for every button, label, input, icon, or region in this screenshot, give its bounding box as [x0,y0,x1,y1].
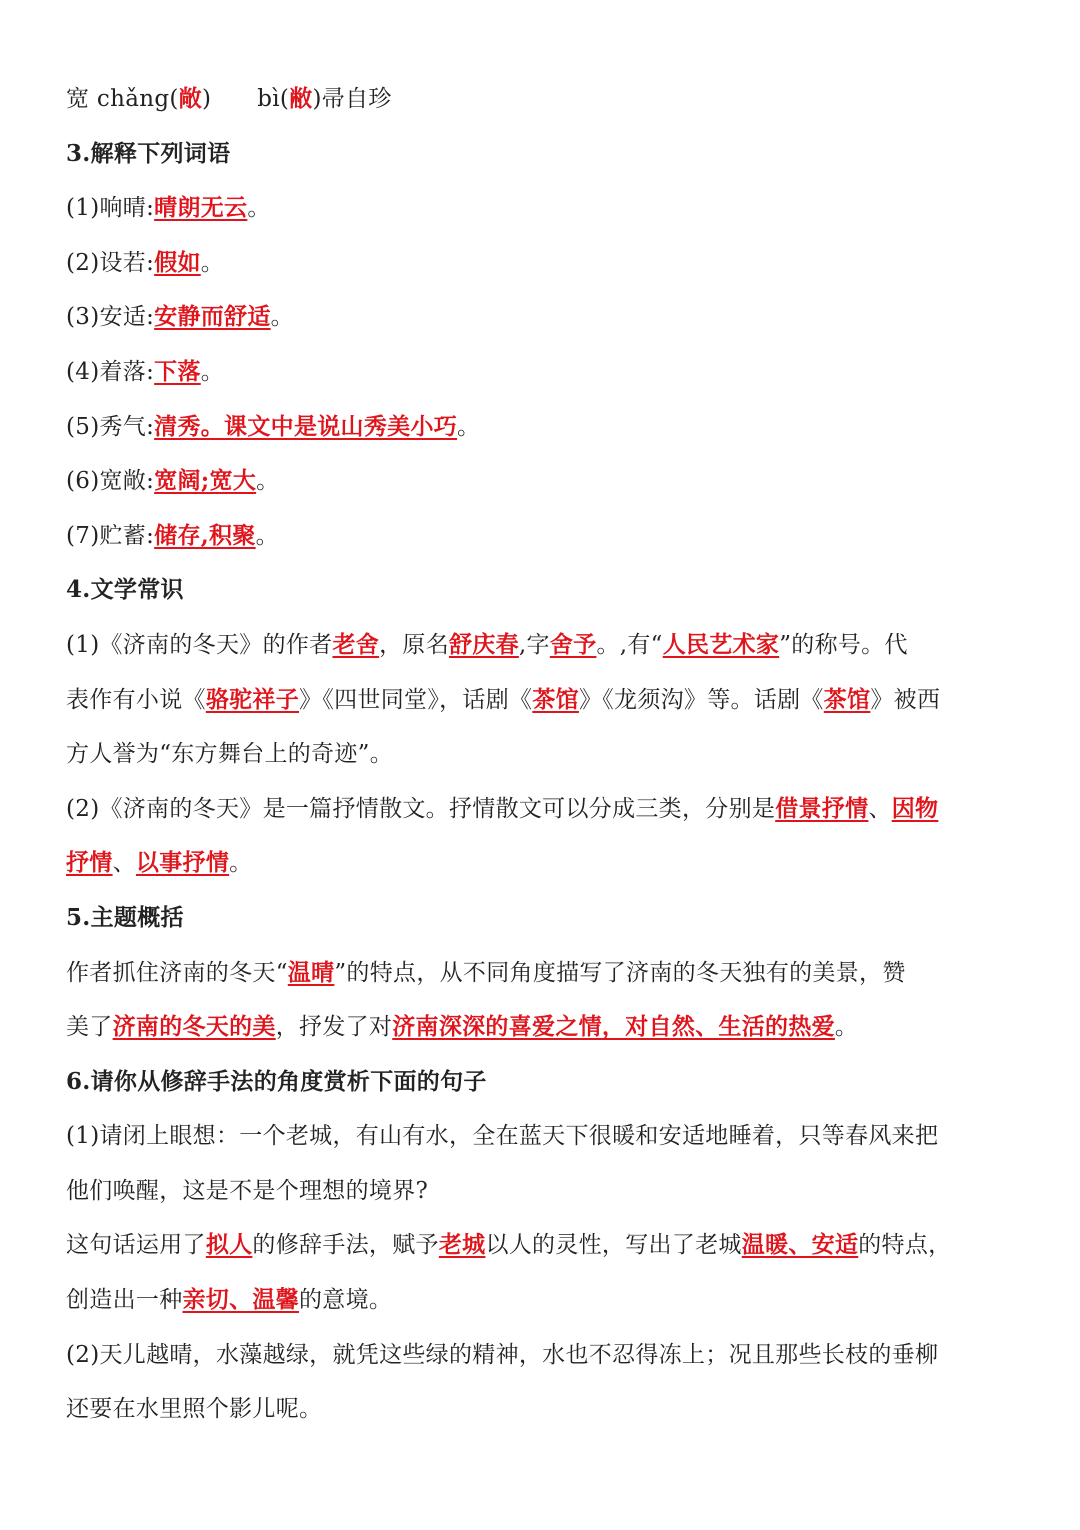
answer-text: 老城 [438,1231,486,1259]
question-1-line2: 他们唤醒，这是不是个理想的境界? [66,1177,429,1204]
body-text: 。 [229,850,253,877]
body-text: 、 [112,850,136,877]
section-heading-6: 6.请你从修辞手法的角度赏析下面的句子 [66,1067,487,1095]
worksheet-page [66,72,1016,1437]
body-text: 作者抓住济南的冬天“ [66,959,288,986]
answer-text: 济南深深的喜爱之情，对自然、生活的热爱 [392,1013,835,1041]
body-text: 、 [868,795,892,822]
pinyin-line [66,72,1016,127]
body-text: ”的称号。代 [779,631,908,658]
body-text: 的特点， [858,1232,952,1259]
body-text: ，抒发了对 [275,1014,393,1041]
answer-text: 亲切、温馨 [182,1286,299,1314]
body-text: 。,有“ [596,631,663,658]
vocab-answer: 安静而舒适 [154,303,271,331]
answer-text: 舍予 [549,630,597,658]
literature-p1-line2 [66,673,1016,728]
answer-1-line2 [66,1273,1016,1328]
answer-char: 敝 [289,85,313,112]
body-text: 的意境。 [299,1287,393,1314]
vocab-term: (7)贮蓄: [66,522,155,549]
pinyin-text: )帚自珍 [312,86,392,112]
section-heading-4: 4.文学常识 [66,576,184,604]
answer-text: 因物 [891,794,939,822]
pinyin-text: 宽 chǎng( [66,86,179,112]
answer-text: 舒庆春 [449,630,519,658]
question-1-line1: (1)请闭上眼想：一个老城，有山有水，全在蓝天下很暖和安适地睡着，只等春风来把 [66,1123,939,1150]
vocab-item-3 [66,290,1016,345]
punctuation: 。 [255,522,279,549]
vocab-term: (5)秀气: [66,413,155,440]
section-heading-5: 5.主题概括 [66,903,184,931]
vocab-answer: 清秀。课文中是说山秀美小巧 [154,412,458,440]
vocab-term: (4)着落: [66,358,155,385]
literature-p1-line1 [66,618,1016,673]
punctuation: 。 [247,195,271,222]
body-text: 》《龙须沟》等。话剧《 [578,686,824,713]
vocab-item-6 [66,454,1016,509]
answer-text: 温暖、安适 [741,1231,859,1259]
body-text: 》《四世同堂》，话剧《 [299,686,533,713]
body-text: 美了 [66,1014,113,1041]
answer-text: 茶馆 [823,685,871,713]
punctuation: 。 [270,304,294,331]
theme-line2 [66,1000,1016,1055]
pinyin-item-1 [66,86,211,112]
vocab-term: (2)设若: [66,249,155,276]
vocab-answer: 宽阔;宽大 [154,467,257,495]
body-text: (1)《济南的冬天》的作者 [66,631,333,658]
body-text: 方人誉为“东方舞台上的奇迹”。 [66,741,394,768]
answer-text: 借景抒情 [775,794,869,822]
body-text: ,字 [518,631,550,658]
vocab-answer: 晴朗无云 [154,194,248,222]
body-text: 》被西 [870,686,941,713]
pinyin-text: bì( [257,86,290,112]
vocab-item-5 [66,400,1016,455]
answer-text: 抒情 [66,849,113,877]
question-2-line2: 还要在水里照个影儿呢。 [66,1396,323,1423]
vocab-term: (6)宽敞: [66,468,155,495]
body-text: 的修辞手法，赋予 [252,1232,439,1259]
answer-text: 老舍 [332,630,380,658]
body-text: 。 [834,1014,859,1041]
answer-text: 拟人 [205,1231,253,1259]
vocab-answer: 储存,积聚 [154,521,256,549]
punctuation: 。 [256,468,280,495]
body-text: 以人的灵性，写出了老城 [485,1232,742,1259]
body-text: ，原名 [379,631,449,658]
theme-line1 [66,946,1016,1001]
literature-p2-line2 [66,836,1016,891]
pinyin-item-2 [257,86,391,112]
punctuation: 。 [200,249,225,276]
vocab-term: (1)响晴: [66,195,155,222]
literature-p2-line1 [66,782,1016,837]
vocab-term: (3)安适: [66,304,155,331]
body-text: 表作有小说《 [66,686,206,713]
answer-text: 温晴 [287,958,335,986]
punctuation: 。 [200,358,225,385]
vocab-answer: 假如 [154,248,201,276]
vocab-item-7 [66,509,1016,564]
body-text: 这句话运用了 [66,1232,206,1259]
section-heading-3: 3.解释下列词语 [66,139,231,167]
question-2-line1: (2)天儿越晴，水藻越绿，就凭这些绿的精神，水也不忍得冻上；况且那些长枝的垂柳 [66,1341,939,1368]
answer-text: 茶馆 [532,685,579,713]
body-text: 创造出一种 [66,1287,183,1314]
vocab-item-2 [66,236,1016,291]
vocab-item-1 [66,181,1016,236]
answer-char: 敞 [178,85,202,112]
vocab-item-4 [66,345,1016,400]
vocab-answer: 下落 [154,357,201,385]
answer-1-line1 [66,1218,1016,1273]
answer-text: 以事抒情 [135,849,230,877]
pinyin-text: ) [201,86,212,112]
punctuation: 。 [457,413,481,440]
answer-text: 人民艺术家 [662,630,780,658]
literature-p1-line3 [66,727,1016,782]
answer-text: 骆驼祥子 [205,685,300,713]
answer-text: 济南的冬天的美 [112,1013,276,1041]
body-text: ”的特点，从不同角度描写了济南的冬天独有的美景，赞 [334,959,906,986]
body-text: (2)《济南的冬天》是一篇抒情散文。抒情散文可以分成三类，分别是 [66,795,776,822]
